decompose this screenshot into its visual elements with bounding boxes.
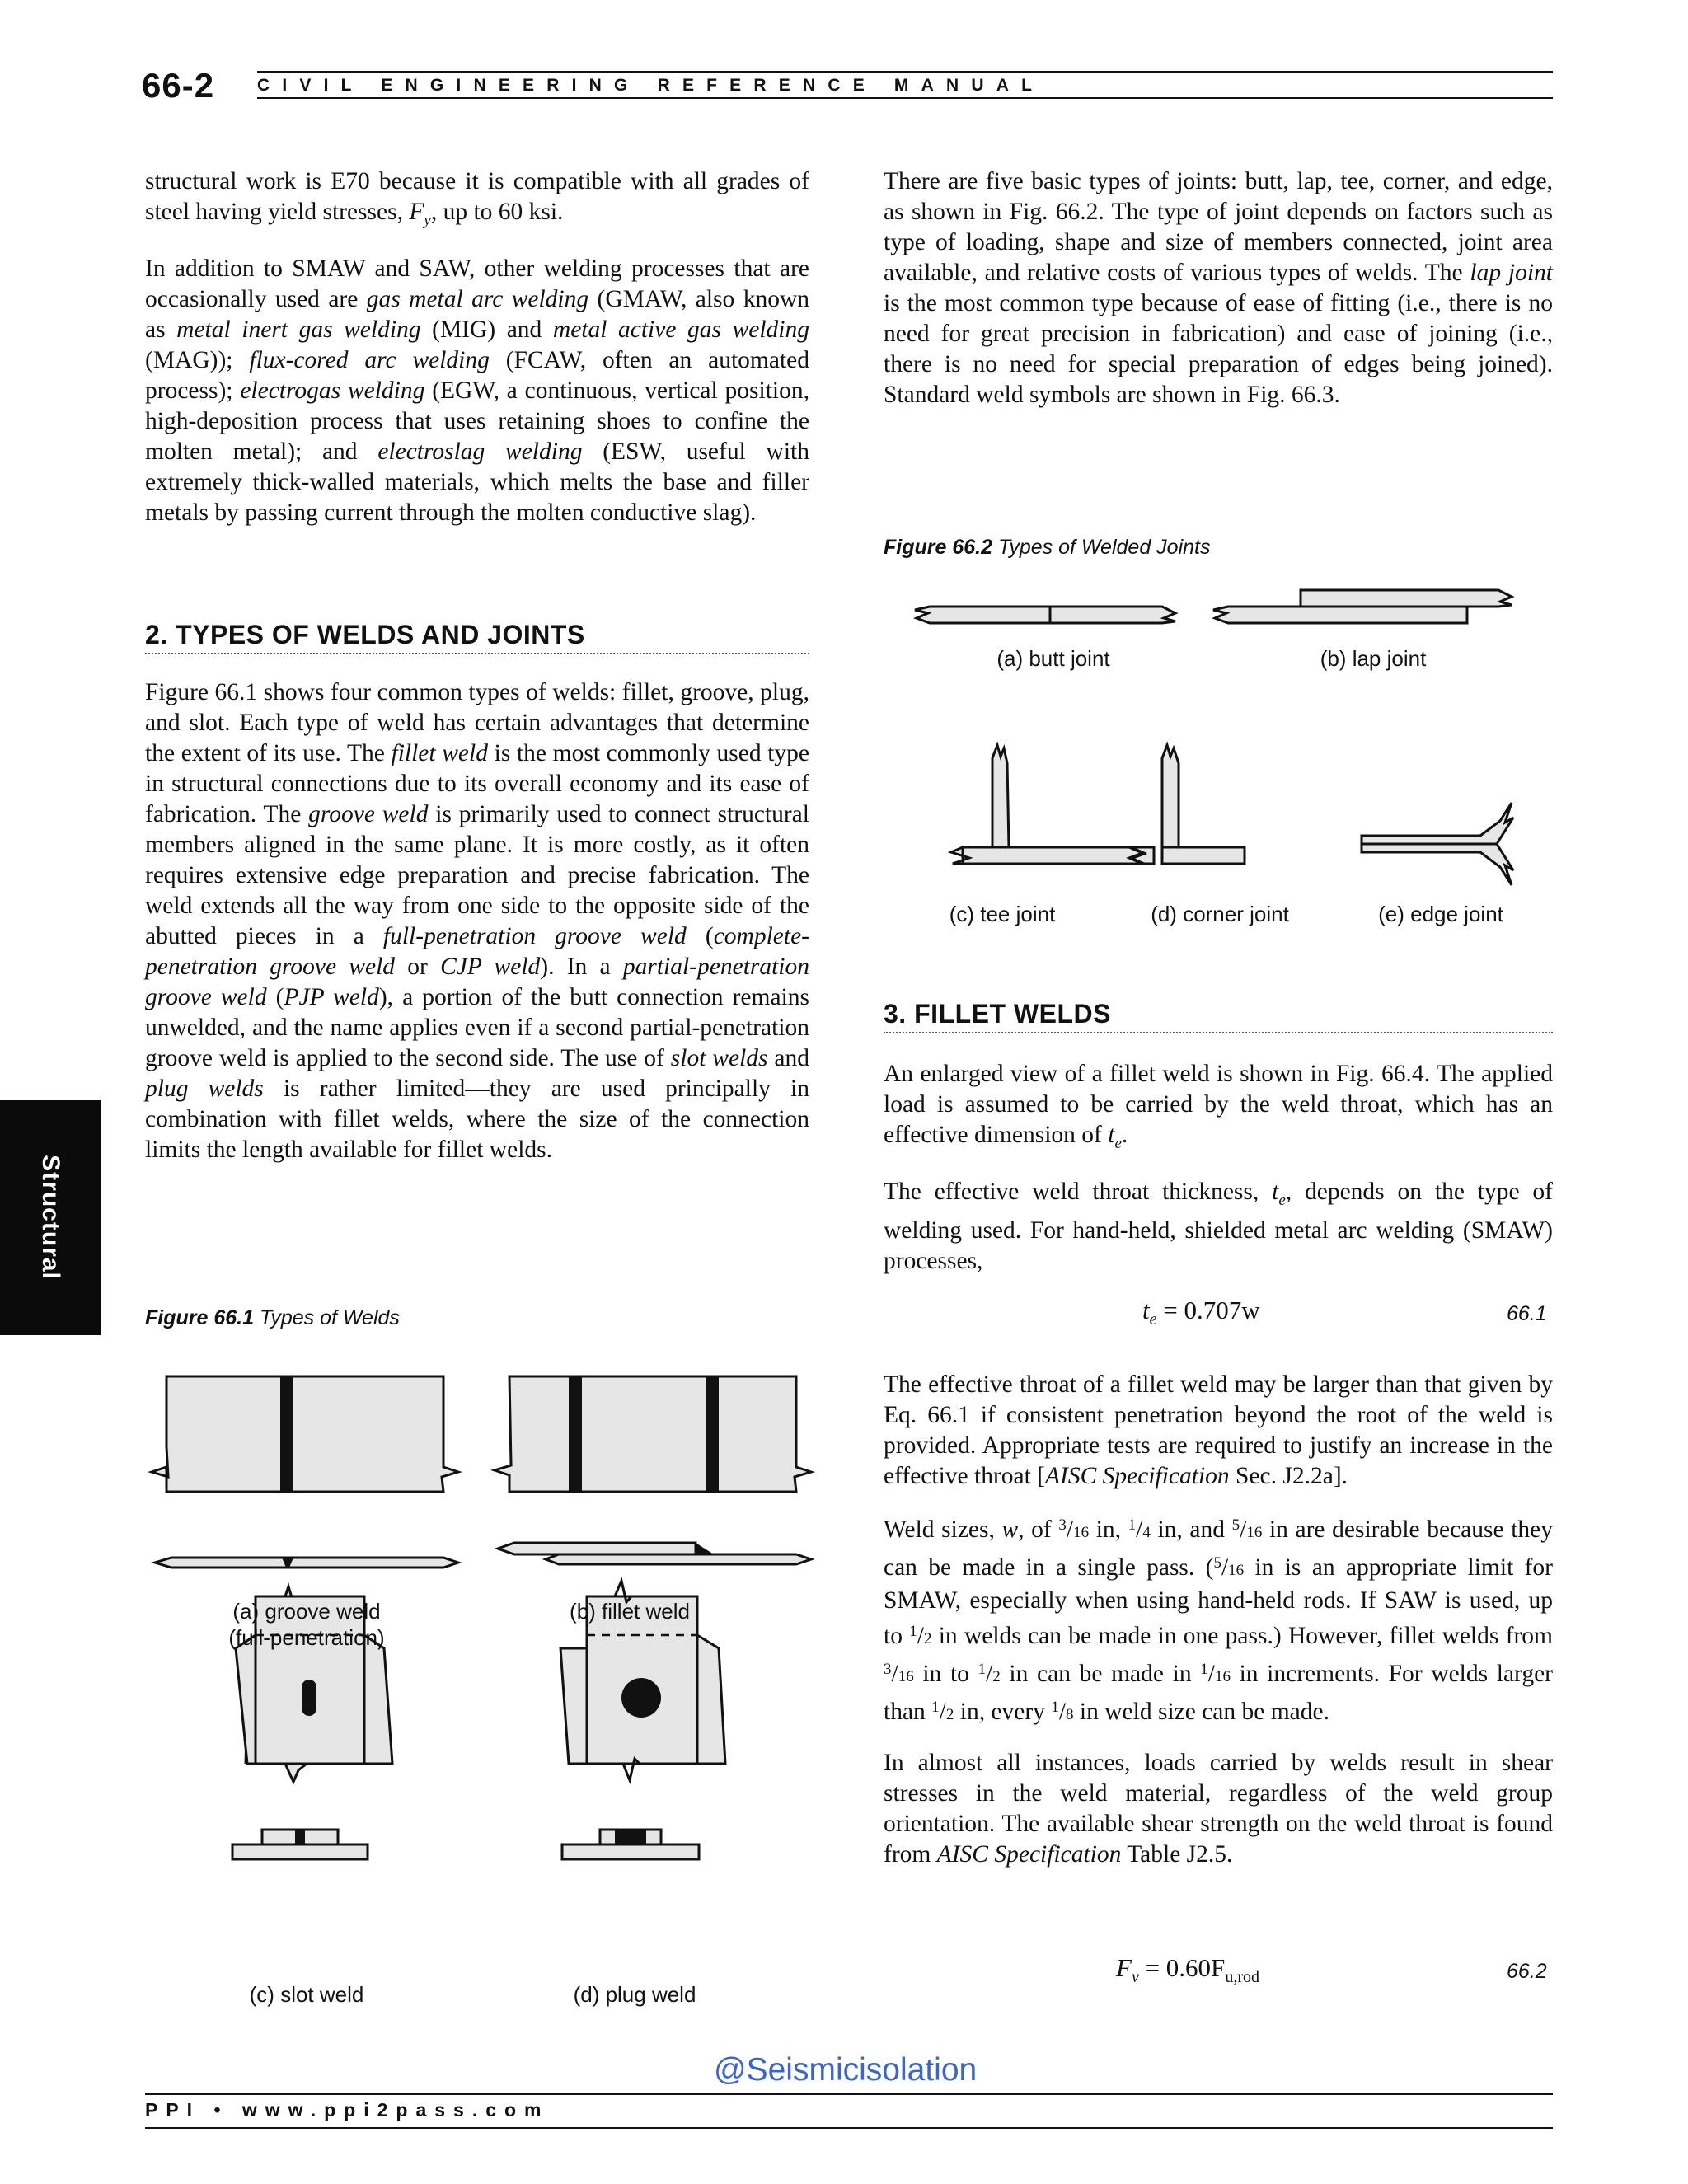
figure-caption-66-2: Figure 66.2 Types of Welded Joints (884, 536, 1211, 559)
figure-types-of-welds (145, 1352, 821, 1978)
section-side-tab (0, 1100, 101, 1335)
left-column-body (145, 677, 809, 1183)
paragraph: Figure 66.1 shows four common types of welds: fillet, groove, plug, and slot. Each type of weld has certain advantages that determine the extent of its use. The fillet weld is the most commonly used type in structural connections due to its overall economy and its ease of fabrication. The groove weld is primarily used to connect structural members aligned in the same plane. It is more costly, as it often requires extensive edge preparation and precise fabrication. The weld extends all the way from one side to the opposite side of the abutted pieces in a full-penetration groove weld (complete-penetration groove weld or CJP weld). In a partial-penetration groove weld (PJP weld), a portion of the butt connection remains unwelded, and the name applies even if a second partial-penetration groove weld is applied to the second side. The use of slot welds and plug welds is rather limited—they are used principally in combination with fillet welds, where the size of the connection limits the length available for fillet welds. (145, 679, 810, 1163)
paragraph: There are five basic types of joints: butt, lap, tee, corner, and edge, as shown in Fig. 66.2. The type of joint depends on factors such as type of loading, shape and size of members connected, joint area available, and relative costs of various types of welds. The lap joint is the most common type because of ease of fitting (i.e., there is no need for great precision in fabrication) and ease of joining (i.e., there is no need for special preparation of edges being joined). Standard weld symbols are shown in Fig. 66.3. (884, 168, 1553, 408)
fillet-weld-plan-diagram (495, 1376, 811, 1492)
figure-label: (a) butt joint (996, 646, 1110, 671)
figure-label: (a) groove weld (232, 1599, 381, 1624)
figure-label: (b) fillet weld (570, 1599, 690, 1624)
equation-number: 66.2 (1507, 1960, 1547, 1983)
equation-66-2: $F_v = 0.60F_{u,rod}$ (1116, 1953, 1259, 1987)
right-column-body-2 (884, 1370, 1553, 1888)
book-title: CIVIL ENGINEERING REFERENCE MANUAL (257, 76, 1045, 95)
equation-number: 66.1 (1507, 1302, 1547, 1325)
paragraph: In almost all instances, loads carried by welds result in shear stresses in the weld material, regardless of the weld group orientation. The available shear strength on the weld throat is found from AISC Specification Table J2.5. (884, 1750, 1553, 1868)
section-rule (145, 653, 809, 654)
left-column (145, 166, 809, 546)
fillet-weld-section-diagram (498, 1543, 811, 1564)
footer-rule-bottom (145, 2127, 1553, 2129)
right-column-body (884, 1059, 1553, 1295)
lap-joint-diagram (1213, 590, 1512, 623)
figure-label: (full-penetration) (228, 1625, 385, 1650)
paragraph: The effective weld throat thickness, $t_e$, depends on the type of welding used. For hand-held, shielded metal arc welding (SMAW) processes, (884, 1178, 1553, 1274)
corner-joint-diagram (1162, 745, 1245, 864)
equation-66-1: $t_e = 0.707w$ (1142, 1296, 1260, 1329)
figure-types-of-welded-joints (907, 577, 1558, 940)
watermark-text: @Seismicisolation (714, 2052, 978, 2088)
section-rule (884, 1032, 1553, 1033)
header-rule-top (257, 71, 1553, 73)
side-tab-label: Structural (37, 1155, 64, 1280)
figure-label: (b) lap joint (1320, 646, 1427, 671)
paragraph: The effective throat of a fillet weld may be larger than that given by Eq. 66.1 if consistent penetration beyond the root of the weld is provided. Appropriate tests are required to justify an increase in the effective throat [AISC Specification Sec. J2.2a]. (884, 1371, 1553, 1489)
paragraph: An enlarged view of a fillet weld is shown in Fig. 66.4. The applied load is assumed to be carried by the weld throat, which has an effective dimension of $t_e$. (884, 1061, 1553, 1152)
butt-joint-diagram (915, 607, 1175, 623)
figure-caption-66-1: Figure 66.1 Types of Welds (145, 1306, 400, 1329)
figure-label: (d) plug weld (573, 1982, 696, 2007)
figure-label: (e) edge joint (1378, 902, 1503, 926)
footer-url[interactable]: PPI • www.ppi2pass.com (145, 2099, 550, 2121)
right-column (884, 166, 1553, 429)
paragraph: In addition to SMAW and SAW, other welding processes that are occasionally used are gas metal arc welding (GMAW, also known as metal inert gas welding (MIG) and metal active gas welding (MAG)); flux-cored arc welding (FCAW, often an automated process); electrogas welding (EGW, a continuous, vertical position, high-deposition process that uses retaining shoes to confine the molten metal); and electroslag welding (ESW, useful with extremely thick-walled materials, which melts the base and filler metals by passing current through the molten conductive slag). (145, 255, 809, 526)
paragraph: Weld sizes, w, of $^3$/16 in, $^1$/4 in, and $^5$/16 in are desirable because they can be made in a single pass. ($^5$/16 in is an appropriate limit for SMAW, especially when using hand-held rods. If SAW is used, up to $^1$/2 in welds can be made in one pass.) However, fillet welds from $^3$/16 in to $^1$/2 in can be made in $^1$/16 in increments. For welds larger than $^1$/2 in, every $^1$/8 in weld size can be made. (884, 1516, 1554, 1725)
header-rule-bottom (257, 97, 1553, 99)
section-heading-2: 2. TYPES OF WELDS AND JOINTS (145, 620, 585, 649)
footer-rule-top (145, 2093, 1553, 2095)
groove-weld-plan-diagram (152, 1376, 458, 1492)
paragraph: structural work is E70 because it is compatible with all grades of steel having yield stresses, $F_y$, up to 60 ksi. (145, 168, 809, 229)
tee-joint-diagram (951, 745, 1154, 864)
section-heading-3: 3. FILLET WELDS (884, 999, 1111, 1029)
figure-label: (c) tee joint (949, 902, 1056, 926)
figure-label: (d) corner joint (1151, 902, 1289, 926)
plug-weld-section-diagram (562, 1830, 699, 1859)
page-number: 66-2 (142, 66, 215, 105)
slot-weld-section-diagram (232, 1830, 368, 1859)
groove-weld-section-diagram (155, 1558, 458, 1568)
figure-label: (c) slot weld (249, 1982, 364, 2007)
edge-joint-diagram (1362, 803, 1513, 885)
